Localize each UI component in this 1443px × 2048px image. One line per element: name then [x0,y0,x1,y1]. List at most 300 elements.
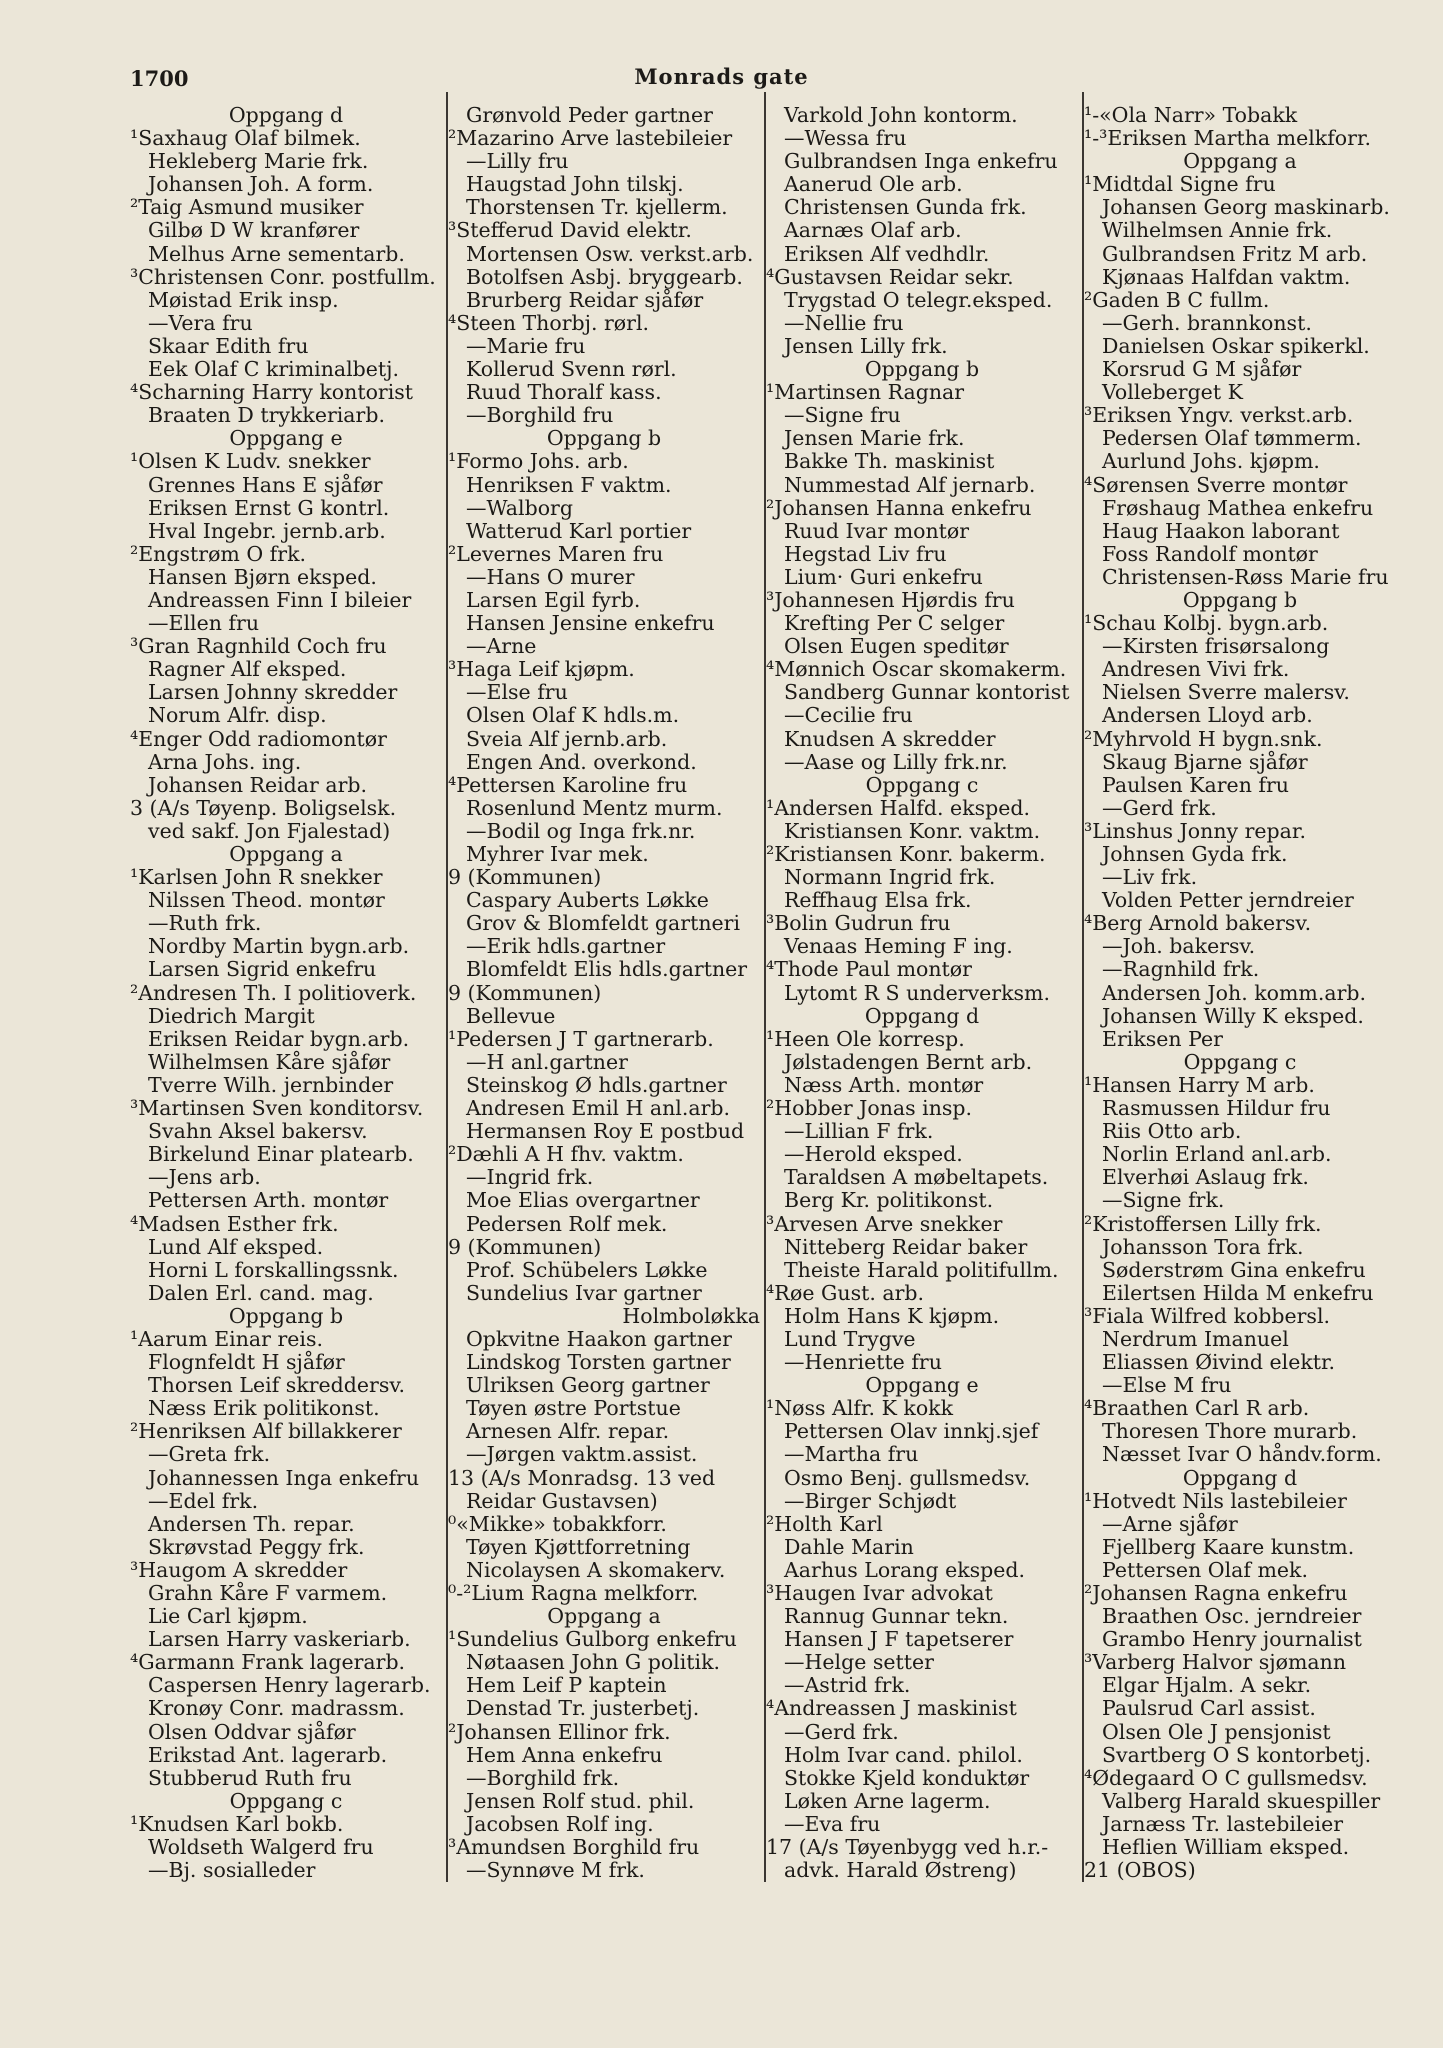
directory-entry: —Ellen fru [148,611,260,636]
directory-entry: Jacobsen Rolf ing. [466,1811,654,1836]
directory-entry: Bellevue [466,1003,556,1028]
directory-entry: Kronøy Conr. madrassm. [148,1696,405,1721]
directory-entry: Sandberg Gunnar kontorist [784,680,1070,705]
directory-entry: Foss Randolf montør [1102,541,1318,566]
directory-entry: Birkelund Einar platearb. [148,1142,414,1167]
directory-entry: Kjønaas Halfdan vaktm. [1102,264,1351,289]
directory-entry: Riis Otto arb. [1102,1119,1242,1144]
directory-entry: —Liv frk. [1102,865,1198,890]
floor-entry: ⁴Steen Thorbj. rørl. [448,310,650,335]
directory-entry: Valberg Harald skuespiller [1102,1788,1381,1813]
floor-entry: ⁴Gustavsen Reidar sekr. [766,264,1014,289]
directory-entry: Reidar Gustavsen) [466,1488,658,1513]
directory-entry: Sveia Alf jernb.arb. [466,726,668,751]
floor-entry: ⁴Garmann Frank lagerarb. [130,1650,406,1675]
directory-entry: Rasmussen Hildur fru [1102,1096,1331,1121]
directory-entry: Sundelius Ivar gartner [466,1280,702,1305]
directory-entry: Olsen Eugen speditør [784,634,1009,659]
directory-entry: —Walborg [466,495,573,520]
directory-entry: Søderstrøm Gina enkefru [1102,1257,1366,1282]
directory-entry: Nerdrum Imanuel [1102,1326,1289,1351]
directory-entry: Lytomt R S underverksm. [784,980,1050,1005]
directory-entry: Larsen Harry vaskeriarb. [148,1627,411,1652]
directory-entry: Hem Leif P kaptein [466,1673,667,1698]
floor-entry: ⁴Madsen Esther frk. [130,1211,339,1236]
directory-entry: Aurlund Johs. kjøpm. [1102,449,1320,474]
directory-entry: Elverhøi Aslaug frk. [1102,1165,1309,1190]
floor-entry: ¹Hansen Harry M arb. [1084,1072,1315,1097]
directory-entry: —Signe frk. [1102,1188,1225,1213]
floor-entry: ³Fiala Wilfred kobbersl. [1084,1303,1331,1328]
directory-entry: —Synnøve M frk. [466,1858,645,1883]
directory-entry: —Jørgen vaktm.assist. [466,1442,698,1467]
directory-entry: —Erik hdls.gartner [466,934,666,959]
directory-entry: Normann Ingrid frk. [784,865,996,890]
directory-entry: Svahn Aksel bakersv. [148,1119,368,1144]
directory-entry: Næss Erik politikonst. [148,1396,380,1421]
floor-entry: ¹Sundelius Gulborg enkefru [448,1627,737,1652]
directory-entry: Blomfeldt Elis hdls.gartner [466,957,748,982]
directory-entry: Pettersen Olaf mek. [1102,1557,1308,1582]
building-number: 9 (Kommunen) [448,1234,602,1259]
directory-column-1 [130,104,442,1884]
floor-entry: ⁴Andreassen J maskinist [766,1696,1017,1721]
directory-entry: —H anl.gartner [466,1049,628,1074]
directory-entry: Tøyen Kjøttforretning [466,1534,691,1559]
directory-entry: —Birger Schjødt [784,1488,957,1513]
directory-entry: —Arne sjåfør [1102,1511,1238,1536]
directory-entry: Woldseth Walgerd fru [148,1835,374,1860]
floor-entry: ²Mazarino Arve lastebileier [448,126,733,151]
directory-entry: Larsen Egil fyrb. [466,587,641,612]
directory-entry: Arnesen Alfr. repar. [466,1419,670,1444]
directory-entry: Larsen Johnny skredder [148,680,398,705]
directory-entry: Osmo Benj. gullsmedsv. [784,1465,1031,1490]
building-number: 17 (A/s Tøyenbygg ved h.r.- [766,1835,1049,1860]
directory-entry: —Joh. bakersv. [1102,934,1256,959]
directory-entry: Norlin Erland anl.arb. [1102,1142,1332,1167]
directory-entry: —Gerd frk. [784,1719,899,1744]
directory-entry: Prof. Schübelers Løkke [466,1257,708,1282]
floor-entry: ¹Knudsen Karl bokb. [130,1811,344,1836]
directory-entry: Moe Elias overgartner [466,1188,700,1213]
directory-entry: Denstad Tr. justerbetj. [466,1696,700,1721]
directory-entry: Frøshaug Mathea enkefru [1102,495,1374,520]
entrance-heading: Oppgang d [228,104,344,127]
directory-entry: Aarnæs Olaf arb. [784,218,962,243]
floor-entry: ⁴Ødegaard O C gullsmedsv. [1084,1765,1368,1790]
directory-entry: Næsset Ivar O håndv.form. [1102,1442,1382,1467]
directory-entry: Danielsen Oskar spikerkl. [1102,333,1370,358]
floor-entry: ²Kristoffersen Lilly frk. [1084,1211,1322,1236]
floor-entry: ³Varberg Halvor sjømann [1084,1650,1347,1675]
directory-entry: —Vera fru [148,310,253,335]
directory-entry: Krefting Per C selger [784,611,1005,636]
directory-entry: Eek Olaf C kriminalbetj. [148,357,400,382]
building-number: 21 (OBOS) [1084,1858,1196,1883]
directory-entry: Watterud Karl portier [466,518,692,543]
directory-entry: Knudsen A skredder [784,726,996,751]
directory-entry: —Herold eksped. [784,1142,963,1167]
directory-entry: —Ragnhild frk. [1102,957,1260,982]
directory-entry: Andresen Emil H anl.arb. [466,1096,731,1121]
floor-entry: ²Hobber Jonas insp. [766,1096,973,1121]
floor-entry: ¹Aarum Einar reis. [130,1326,323,1351]
directory-entry: Volden Petter jerndreier [1102,888,1354,913]
floor-entry: ³Bolin Gudrun fru [766,911,951,936]
directory-entry: Fjellberg Kaare kunstm. [1102,1534,1355,1559]
entrance-heading: Oppgang a [547,1604,661,1629]
directory-entry: —Arne [466,634,537,659]
directory-entry: Stokke Kjeld konduktør [784,1765,1030,1790]
directory-entry: Caspersen Henry lagerarb. [148,1673,431,1698]
directory-entry: Ruud Thoralf kass. [466,380,662,405]
directory-entry: Haug Haakon laborant [1102,518,1340,543]
directory-entry: Varkold John kontorm. [784,104,1018,127]
directory-entry: Wilhelmsen Annie frk. [1102,218,1333,243]
directory-entry: Lie Carl kjøpm. [148,1604,308,1629]
directory-entry: Botolfsen Asbj. bryggearb. [466,264,743,289]
directory-entry: Holm Hans K kjøpm. [784,1303,1000,1328]
directory-entry: —Else M fru [1102,1373,1232,1398]
floor-entry: ¹Olsen K Ludv. snekker [130,449,371,474]
directory-entry: —Wessa fru [784,126,907,151]
directory-entry: Jensen Marie frk. [784,426,965,451]
directory-entry: Møistad Erik insp. [148,287,339,312]
directory-entry: Grennes Hans E sjåfør [148,472,383,497]
floor-entry: ¹-«Ola Narr» Tobakk [1084,104,1298,127]
directory-entry: —Hans O murer [466,564,635,589]
floor-entry: ⁴Røe Gust. arb. [766,1280,925,1305]
floor-entry: ²Andresen Th. I politioverk. [130,980,417,1005]
floor-entry: ¹Formo Johs. arb. [448,449,629,474]
building-number: 9 (Kommunen) [448,865,602,890]
directory-entry: —Martha fru [784,1442,919,1467]
directory-entry: Nøtaasen John G politik. [466,1650,721,1675]
directory-entry: Trygstad O telegr.eksped. [784,287,1053,312]
directory-entry: Pedersen Olaf tømmerm. [1102,426,1362,451]
directory-entry: Skrøvstad Peggy frk. [148,1534,365,1559]
directory-entry: Johannessen Inga enkefru [148,1465,420,1490]
directory-entry: Skaug Bjarne sjåfør [1102,749,1308,774]
directory-entry: Taraldsen A møbeltapets. [784,1165,1049,1190]
directory-entry: Gilbø D W kranfører [148,218,360,243]
directory-entry: —Edel frk. [148,1488,259,1513]
directory-entry: —Gerh. brannkonst. [1102,310,1312,335]
floor-entry: ⁴Berg Arnold bakersv. [1084,911,1312,936]
directory-entry: Johansen Reidar arb. [148,772,368,797]
floor-entry: ⁴Braathen Carl R arb. [1084,1396,1310,1421]
directory-entry: —Gerd frk. [1102,795,1217,820]
floor-entry: ⁴Mønnich Oscar skomakerm. [766,657,1067,682]
directory-columns [130,104,1390,1884]
directory-entry: Andresen Vivi frk. [1102,657,1290,682]
entrance-heading: Oppgang a [1183,149,1297,174]
directory-entry: Thorstensen Tr. kjellerm. [466,195,728,220]
floor-entry: ²Dæhli A H fhv. vaktm. [448,1142,684,1167]
floor-entry: ³Stefferud David elektr. [448,218,692,243]
directory-entry: Opkvitne Haakon gartner [466,1326,732,1351]
directory-entry: Heflien William eksped. [1102,1835,1350,1860]
directory-entry: —Helge setter [784,1650,934,1675]
entrance-heading: Oppgang c [1183,1049,1297,1074]
directory-entry: Gulbrandsen Inga enkefru [784,149,1058,174]
directory-entry: —Ruth frk. [148,911,262,936]
directory-entry: —Aase og Lilly frk.nr. [784,749,1008,774]
directory-entry: Berg Kr. politikonst. [784,1188,994,1213]
directory-entry: Elgar Hjalm. A sekr. [1102,1673,1312,1698]
building-number: 9 (Kommunen) [448,980,602,1005]
directory-entry: —Kirsten frisørsalong [1102,634,1330,659]
floor-entry: ⁴Thode Paul montør [766,957,972,982]
directory-entry: Theiste Harald politifullm. [784,1257,1059,1282]
directory-entry: Steinskog Ø hdls.gartner [466,1072,727,1097]
directory-entry: —Astrid frk. [784,1673,911,1698]
floor-entry: ¹-³Eriksen Martha melkforr. [1084,126,1372,151]
directory-entry: Pedersen Rolf mek. [466,1211,668,1236]
floor-entry: ⁰-²Lium Ragna melkforr. [448,1581,699,1605]
floor-entry: ³Haugom A skredder [130,1557,348,1582]
floor-entry: ²Myhrvold H bygn.snk. [1084,726,1323,751]
directory-entry: Lium· Guri enkefru [784,564,983,589]
directory-entry: Lindskog Torsten gartner [466,1350,731,1375]
directory-entry: Hansen Bjørn eksped. [148,564,377,589]
floor-entry: ³Haga Leif kjøpm. [448,657,635,682]
directory-entry: Korsrud G M sjåfør [1102,357,1302,382]
directory-entry: Hekleberg Marie frk. [148,149,369,174]
directory-entry: Hansen Jensine enkefru [466,611,715,636]
directory-entry: Wilhelmsen Kåre sjåfør [148,1049,391,1074]
directory-entry: Melhus Arne sementarb. [148,241,405,266]
directory-entry: Thoresen Thore murarb. [1102,1419,1358,1444]
directory-entry: Diedrich Margit [148,1003,315,1028]
directory-entry: Aarhus Lorang eksped. [784,1557,1026,1582]
directory-entry: —Nellie fru [784,310,904,335]
floor-entry: ²Henriksen Alf billakkerer [130,1419,402,1444]
directory-entry: —Lilly fru [466,149,569,174]
directory-entry: —Ingrid frk. [466,1165,594,1190]
page-number: 1700 [130,66,189,91]
floor-entry: ³Christensen Conr. postfullm. [130,264,436,289]
floor-entry: ⁴Scharning Harry kontorist [130,380,414,405]
directory-entry: Paulsen Karen fru [1102,772,1290,797]
directory-entry: Engen And. overkond. [466,749,697,774]
directory-entry: Johansen Georg maskinarb. [1102,195,1390,220]
directory-entry: Hansen J F tapetserer [784,1627,1014,1652]
directory-entry: —Borghild fru [466,403,614,428]
entrance-heading: Oppgang c [865,772,979,797]
directory-entry: Brurberg Reidar sjåfør [466,287,704,312]
floor-entry: ¹Schau Kolbj. bygn.arb. [1084,611,1329,636]
directory-entry: —Marie fru [466,333,586,358]
directory-entry: —Borghild frk. [466,1765,620,1790]
directory-entry: Reffhaug Elsa frk. [784,888,972,913]
directory-entry: Andersen Joh. komm.arb. [1102,980,1367,1005]
floor-entry: ⁴Pettersen Karoline fru [448,772,688,797]
directory-entry: Andersen Lloyd arb. [1102,703,1313,728]
directory-entry: Grambo Henry journalist [1102,1627,1362,1652]
directory-entry: Eriksen Alf vedhdlr. [784,241,990,266]
floor-entry: ¹Karlsen John R snekker [130,865,383,890]
directory-entry: Flognfeldt H sjåfør [148,1350,345,1375]
directory-entry: Pettersen Olav innkj.sjef [784,1419,1039,1444]
directory-entry: Christensen-Røss Marie fru [1102,564,1389,589]
entrance-heading: Oppgang d [864,1003,980,1028]
directory-entry: Andersen Th. repar. [148,1511,355,1536]
directory-entry: Ruud Ivar montør [784,518,970,543]
directory-entry: Nitteberg Reidar baker [784,1234,1028,1259]
directory-column-3 [766,104,1078,1884]
directory-entry: Henriksen F vaktm. [466,472,672,497]
directory-entry: Christensen Gunda frk. [784,195,1027,220]
floor-entry: ⁴Sørensen Sverre montør [1084,472,1348,497]
directory-entry: Olsen Olaf K hdls.m. [466,703,680,728]
floor-entry: ¹Midtdal Signe fru [1084,172,1276,197]
floor-entry: ³Johannesen Hjørdis fru [766,587,1015,612]
entrance-heading: Oppgang b [228,1303,344,1328]
directory-entry: Johansson Tora frk. [1102,1234,1304,1259]
floor-entry: ²Johansen Hanna enkefru [766,495,1032,520]
directory-column-2 [448,104,760,1884]
directory-entry: Volleberget K [1102,380,1243,405]
directory-entry: Arna Johs. ing. [148,749,302,774]
directory-entry: Thorsen Leif skreddersv. [148,1373,406,1398]
directory-entry: Hegstad Liv fru [784,541,947,566]
directory-entry: Svartberg O S kontorbetj. [1102,1742,1372,1767]
directory-entry: Grønvold Peder gartner [466,104,713,127]
floor-entry: ²Gaden B C fullm. [1084,287,1270,312]
floor-entry: ³Haugen Ivar advokat [766,1581,993,1605]
directory-entry: Jensen Lilly frk. [784,333,948,358]
directory-entry: Eriksen Ernst G kontrl. [148,495,390,520]
directory-entry: Stubberud Ruth fru [148,1765,352,1790]
directory-entry: advk. Harald Østreng) [784,1858,1017,1883]
directory-entry: Skaar Edith fru [148,333,309,358]
floor-entry: ³Eriksen Yngv. verkst.arb. [1084,403,1354,428]
entrance-heading: Oppgang b [1182,587,1298,612]
floor-entry: ²Kristiansen Konr. bakerm. [766,842,1046,866]
floor-entry: ¹Pedersen J T gartnerarb. [448,1026,714,1051]
directory-entry: Myhrer Ivar mek. [466,842,649,866]
directory-entry: Olsen Ole J pensjonist [1102,1719,1331,1744]
floor-entry: ¹Hotvedt Nils lastebileier [1084,1488,1347,1513]
directory-entry: —Jens arb. [148,1165,261,1190]
directory-entry: Tøyen østre Portstue [466,1396,681,1421]
directory-entry: Horni L forskallingssnk. [148,1257,399,1282]
directory-entry: Olsen Oddvar sjåfør [148,1719,356,1744]
directory-entry: Lund Trygve [784,1326,916,1351]
directory-entry: Eriksen Per [1102,1026,1223,1051]
floor-entry: ³Arvesen Arve snekker [766,1211,1003,1236]
directory-entry: Hval Ingebr. jernb.arb. [148,518,386,543]
directory-entry: Kollerud Svenn rørl. [466,357,677,382]
floor-entry: ¹Heen Ole korresp. [766,1026,965,1051]
directory-entry: Rosenlund Mentz murm. [466,795,723,820]
directory-entry: Nicolaysen A skomakerv. [466,1557,726,1582]
directory-entry: Mortensen Osw. verkst.arb. [466,241,754,266]
floor-entry: ¹Saxhaug Olaf bilmek. [130,126,361,151]
floor-entry: ³Martinsen Sven konditorsv. [130,1096,424,1121]
directory-column-4 [1084,104,1396,1884]
directory-entry: Nummestad Alf jernarb. [784,472,1036,497]
floor-entry: ⁴Enger Odd radiomontør [130,726,387,751]
entrance-heading: Oppgang a [229,842,343,866]
directory-entry: Haugstad John tilskj. [466,172,684,197]
directory-entry: Braathen Osc. jerndreier [1102,1604,1362,1629]
directory-entry: Lund Alf eksped. [148,1234,324,1259]
directory-entry: —Bodil og Inga frk.nr. [466,818,696,843]
directory-entry: Venaas Heming F ing. [784,934,1013,959]
entrance-heading: Oppgang e [865,1373,979,1398]
directory-entry: ved sakf. Jon Fjalestad) [148,818,391,843]
floor-entry: ¹Martinsen Ragnar [766,380,965,405]
directory-entry: Hermansen Roy E postbud [466,1119,745,1144]
directory-entry: Nilssen Theod. montør [148,888,385,913]
directory-entry: Aanerud Ole arb. [784,172,963,197]
entrance-heading: Oppgang e [229,426,343,451]
directory-entry: Dahle Marin [784,1534,914,1559]
directory-entry: Rannug Gunnar tekn. [784,1604,1009,1629]
directory-entry: Erikstad Ant. lagerarb. [148,1742,388,1767]
floor-entry: ²Levernes Maren fru [448,541,664,566]
floor-entry: ²Johansen Ellinor frk. [448,1719,671,1744]
directory-entry: Grahn Kåre F varmem. [148,1581,388,1605]
directory-entry: Braaten D trykkeriarb. [148,403,385,428]
directory-entry: —Cecilie fru [784,703,913,728]
directory-entry: Johansen Willy K eksped. [1102,1003,1364,1028]
directory-entry: Kristiansen Konr. vaktm. [784,818,1041,843]
directory-entry: —Lillian F frk. [784,1119,934,1144]
directory-entry: Holmboløkka [622,1303,760,1328]
directory-entry: —Else fru [466,680,568,705]
floor-entry: ²Engstrøm O frk. [130,541,307,566]
floor-entry: ¹Andersen Halfd. eksped. [766,795,1031,820]
floor-entry: ⁰«Mikke» tobakkforr. [448,1511,667,1536]
directory-entry: Næss Arth. montør [784,1072,984,1097]
directory-entry: Larsen Sigrid enkefru [148,957,377,982]
directory-entry: Caspary Auberts Løkke [466,888,709,913]
directory-entry: —Greta frk. [148,1442,271,1467]
directory-entry: Bakke Th. maskinist [784,449,995,474]
directory-entry: Andreassen Finn I bileier [148,587,412,612]
directory-entry: Johnsen Gyda frk. [1102,842,1288,866]
directory-entry: —Henriette fru [784,1350,942,1375]
entrance-heading: Oppgang c [229,1788,343,1813]
floor-entry: ²Holth Karl [766,1511,883,1536]
floor-entry: ³Amundsen Borghild fru [448,1835,700,1860]
floor-entry: ¹Nøss Alfr. K kokk [766,1396,954,1421]
directory-entry: —Bj. sosialleder [148,1858,316,1883]
running-head: Monrads gate [634,64,809,89]
directory-entry: Ragner Alf eksped. [148,657,347,682]
directory-entry: Hem Anna enkefru [466,1742,663,1767]
directory-entry: Gulbrandsen Fritz M arb. [1102,241,1368,266]
directory-entry: Eilertsen Hilda M enkefru [1102,1280,1374,1305]
floor-entry: ³Gran Ragnhild Coch fru [130,634,387,659]
directory-entry: Paulsrud Carl assist. [1102,1696,1316,1721]
directory-entry: Dalen Erl. cand. mag. [148,1280,374,1305]
floor-entry: ²Johansen Ragna enkefru [1084,1581,1348,1605]
floor-entry: ³Linshus Jonny repar. [1084,818,1306,843]
directory-entry: Eliassen Øivind elektr. [1102,1350,1336,1375]
entrance-heading: Oppgang d [1182,1465,1298,1490]
directory-entry: —Eva fru [784,1811,881,1836]
directory-entry: Johansen Joh. A form. [148,172,374,197]
directory-entry: Tverre Wilh. jernbinder [148,1072,394,1097]
directory-entry: Løken Arne lagerm. [784,1788,991,1813]
directory-entry: Jølstadengen Bernt arb. [784,1049,1033,1074]
directory-entry: —Signe fru [784,403,901,428]
